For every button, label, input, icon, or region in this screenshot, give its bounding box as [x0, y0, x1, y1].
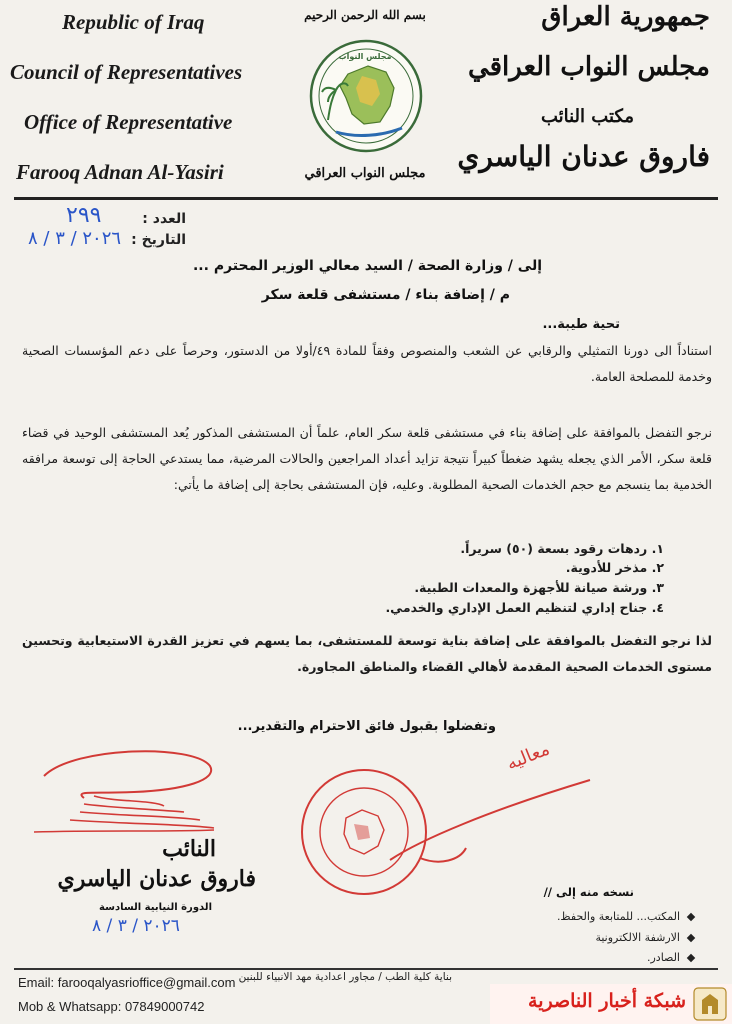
footer-phone: Mob & Whatsapp: 07849000742 — [18, 999, 205, 1014]
subject-line: م / إضافة بناء / مستشفى قلعة سكر — [261, 287, 510, 303]
footer-address: بناية كلية الطب / مجاور اعدادية مهد الانبياء للبنين — [238, 971, 452, 983]
bullet-icon — [687, 934, 695, 942]
footer-email: Email: farooqalyasrioffice@gmail.com — [18, 975, 236, 990]
date-value: ٢٠٢٦ / ٣ / ٨ — [28, 228, 122, 249]
signature-term: الدورة النيابية السادسة — [99, 902, 212, 913]
basmala: بسم الله الرحمن الرحيم — [304, 8, 426, 22]
header-en-office: Office of Representative — [24, 110, 233, 134]
closing: وتفضلوا بقبول فائق الاحترام والتقدير... — [237, 719, 496, 734]
brand-logo-icon — [692, 986, 728, 1022]
header-ar-country: جمهورية العراق — [541, 2, 710, 32]
header-ar-office: مكتب النائب — [540, 106, 634, 127]
header-en-council: Council of Representatives — [10, 60, 243, 84]
greeting: تحية طيبة... — [542, 317, 620, 332]
approval-mark-icon — [360, 740, 600, 890]
date-label: التاريخ : — [131, 232, 186, 248]
parliament-logo — [300, 8, 430, 194]
number-value: ٢٩٩ — [66, 203, 102, 228]
header-ar-council: مجلس النواب العراقي — [467, 52, 710, 82]
header-en-country: Republic of Iraq — [62, 10, 205, 34]
bullet-icon — [687, 913, 695, 921]
paragraph-2: نرجو التفضل بالموافقة على إضافة بناء في مستشفى قلعة سكر العام، علماً أن المستشفى المذكور يُعد المستشفى الوحيد في قضاء قلعة سكر، الأمر الذي يجعله يشهد ضغطاً كبيراً نتيجة تزايد أعداد المراجعين والحالات المرضية، مما يستدعي الحاجة إلى توسعة مرافقه الخدمية بما ينسجم مع حجم الخدمات الصحية المطلوبة. وعليه، فإن المستشفى بحاجة إلى إضافة ما يأتي: — [22, 425, 712, 492]
signature-date: ٢٠٢٦ / ٣ / ٨ — [92, 916, 180, 936]
list-item — [557, 910, 694, 923]
footer-divider — [14, 968, 718, 970]
copy-item-text: الصادر. — [646, 951, 680, 964]
brand-watermark — [490, 984, 732, 1024]
signature-scribble-icon — [14, 736, 224, 846]
copy-item-text: المكتب... للمتابعة والحفظ. — [556, 910, 680, 923]
list-item — [595, 931, 694, 944]
signature-name: فاروق عدنان الياسري — [57, 866, 256, 892]
header-en-name: Farooq Adnan Al-Yasiri — [16, 160, 224, 184]
list-item: ٣. ورشة صيانة للأجهزة والمعدات الطبية. — [414, 580, 664, 595]
list-item: ١. ردهات رقود بسعة (٥٠) سريراً. — [460, 541, 664, 556]
logo-top-text: مجلس النواب — [338, 52, 392, 61]
copy-item-text: الارشفة الالكترونية — [595, 931, 680, 944]
header-divider — [14, 197, 718, 200]
list-item: ٢. مذخر للأدوية. — [565, 560, 664, 575]
header-ar-name: فاروق عدنان الياسري — [457, 140, 710, 173]
list-item: ٤. جناح إداري لتنظيم العمل الإداري والخدمي. — [385, 600, 664, 615]
stamp-handwriting: معاليه — [503, 738, 553, 775]
number-label: العدد : — [142, 211, 186, 227]
list-item — [647, 951, 694, 964]
logo-bottom-text: مجلس النواب العراقي — [304, 166, 426, 181]
signature-title: النائب — [162, 836, 216, 862]
to-line: إلى / وزارة الصحة / السيد معالي الوزير المحترم ... — [192, 258, 542, 274]
paragraph-3: لذا نرجو التفضل بالموافقة على إضافة بناية توسعة للمستشفى، بما يسهم في تعزيز القدرة الاستيعابية وتحسين مستوى الخدمات الصحية المقدمة لأهالي القضاء والمناطق المجاورة. — [22, 633, 712, 674]
paragraph-1: استناداً الى دورنا التمثيلي والرقابي عن الشعب والمنصوص وفقاً للمادة ٤٩/أولا من الدستور، وحرصاً على دعم المؤسسات الصحية وخدمة للمصلحة العامة. — [22, 343, 712, 384]
copies-heading: نسخه منه إلى // — [543, 885, 634, 899]
brand-text: شبكة أخبار الناصرية — [528, 990, 686, 1012]
bullet-icon — [687, 954, 695, 962]
